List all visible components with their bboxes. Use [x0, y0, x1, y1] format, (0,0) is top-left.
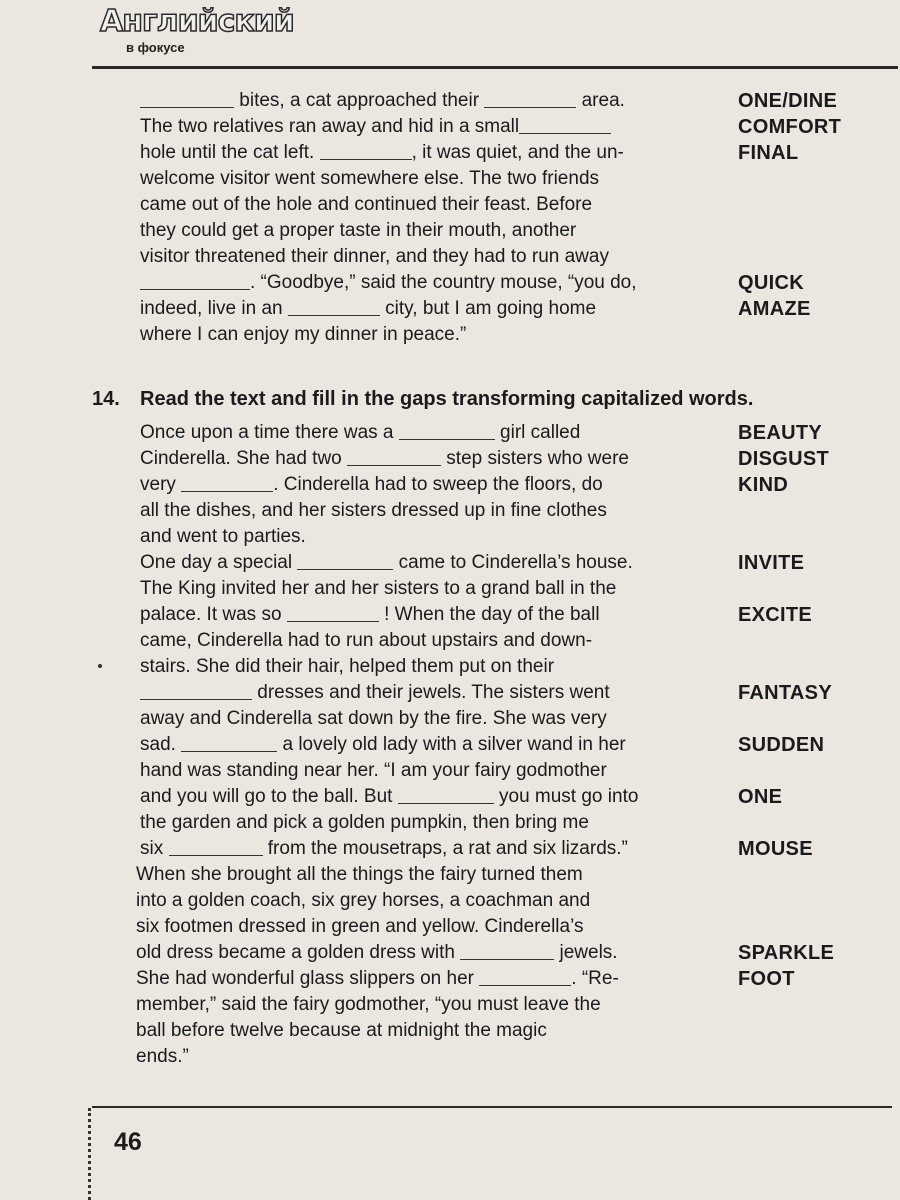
- gap-blank: [169, 837, 263, 856]
- text-line: six from the mousetraps, a rat and six lizards.”: [140, 838, 628, 859]
- cue-word: SPARKLE: [738, 942, 835, 964]
- gap-blank: [140, 89, 234, 108]
- text-line: dresses and their jewels. The sisters went: [140, 680, 610, 706]
- gap-blank: [320, 141, 412, 160]
- text-line: She had wonderful glass slippers on her . “Re-: [136, 968, 619, 989]
- cue-word: FANTASY: [738, 682, 832, 704]
- margin-dotted-line: [88, 1108, 91, 1200]
- text-line: where I can enjoy my dinner in peace.”: [140, 324, 467, 345]
- gap-blank: [347, 447, 441, 466]
- cue-word: AMAZE: [738, 298, 811, 320]
- logo-subtitle: в фокусе: [126, 40, 185, 55]
- footer-rule: [92, 1106, 892, 1108]
- gap-blank: [297, 551, 393, 570]
- gap-blank: [181, 473, 273, 492]
- text-line: ball before twelve because at midnight the magic: [136, 1020, 547, 1041]
- cue-word: ONE/DINE: [738, 90, 838, 112]
- cue-word: COMFORT: [738, 116, 842, 138]
- text-line: indeed, live in an city, but I am going home: [140, 298, 597, 319]
- page-number: 46: [114, 1128, 142, 1156]
- text-line: hole until the cat left. , it was quiet, and the un-: [140, 142, 624, 163]
- text-line: sad. a lovely old lady with a silver wand in her: [140, 734, 626, 755]
- gap-blank: [399, 421, 495, 440]
- text-line: hand was standing near her. “I am your fairy godmother: [140, 760, 607, 781]
- text-line: . “Goodbye,” said the country mouse, “you do,: [140, 270, 637, 296]
- cue-word: EXCITE: [738, 604, 813, 626]
- margin-dot: [98, 664, 102, 668]
- text-line: into a golden coach, six grey horses, a coachman and: [136, 890, 591, 911]
- cue-word: INVITE: [738, 552, 805, 574]
- text-line: When she brought all the things the fairy turned them: [136, 864, 583, 885]
- gap-blank: [140, 681, 252, 700]
- cue-word: QUICK: [738, 272, 804, 294]
- text-line: welcome visitor went somewhere else. The two friends: [140, 168, 600, 189]
- cue-word: FINAL: [738, 142, 799, 164]
- cue-word: ONE: [738, 786, 783, 808]
- exercise-number: 14.: [92, 388, 120, 410]
- text-line: away and Cinderella sat down by the fire. She was very: [140, 708, 607, 729]
- gap-blank: [140, 271, 250, 290]
- text-line: six footmen dressed in green and yellow. Cinderella’s: [136, 916, 584, 937]
- text-line: member,” said the fairy godmother, “you must leave the: [136, 994, 601, 1015]
- text-line: the garden and pick a golden pumpkin, then bring me: [140, 812, 589, 833]
- logo-title: Английский: [100, 4, 294, 39]
- gap-blank: [460, 941, 554, 960]
- text-line: palace. It was so ! When the day of the ball: [140, 604, 600, 625]
- text-line: The two relatives ran away and hid in a small: [140, 114, 611, 140]
- gap-blank: [479, 967, 571, 986]
- text-line: One day a special came to Cinderella’s house.: [140, 552, 633, 573]
- exercise-instruction: Read the text and fill in the gaps transforming capitalized words.: [140, 388, 754, 410]
- text-line: came out of the hole and continued their feast. Before: [140, 194, 593, 215]
- text-line: ends.”: [136, 1046, 189, 1067]
- gap-blank: [398, 785, 494, 804]
- text-line: Cinderella. She had two step sisters who were: [140, 448, 629, 469]
- text-line: Once upon a time there was a girl called: [140, 422, 581, 443]
- text-line: came, Cinderella had to run about upstairs and down-: [140, 630, 593, 651]
- header-rule: [92, 66, 898, 69]
- text-line: and you will go to the ball. But you must go into: [140, 786, 639, 807]
- gap-blank: [181, 733, 277, 752]
- text-line: bites, a cat approached their area.: [140, 88, 625, 114]
- gap-blank: [484, 89, 576, 108]
- text-line: all the dishes, and her sisters dressed up in fine clothes: [140, 500, 607, 521]
- gap-blank: [288, 297, 380, 316]
- cue-word: BEAUTY: [738, 422, 823, 444]
- text-line: The King invited her and her sisters to a grand ball in the: [140, 578, 617, 599]
- cue-word: MOUSE: [738, 838, 813, 860]
- text-line: old dress became a golden dress with jewels.: [136, 942, 618, 963]
- gap-blank: [519, 115, 611, 134]
- text-line: very . Cinderella had to sweep the floors, do: [140, 474, 603, 495]
- text-line: they could get a proper taste in their mouth, another: [140, 220, 577, 241]
- cue-word: KIND: [738, 474, 789, 496]
- text-line: and went to parties.: [140, 526, 306, 547]
- cue-word: DISGUST: [738, 448, 829, 470]
- text-line: stairs. She did their hair, helped them put on their: [140, 656, 555, 677]
- cue-word: SUDDEN: [738, 734, 825, 756]
- cue-word: FOOT: [738, 968, 795, 990]
- gap-blank: [287, 603, 379, 622]
- text-line: visitor threatened their dinner, and they had to run away: [140, 246, 609, 267]
